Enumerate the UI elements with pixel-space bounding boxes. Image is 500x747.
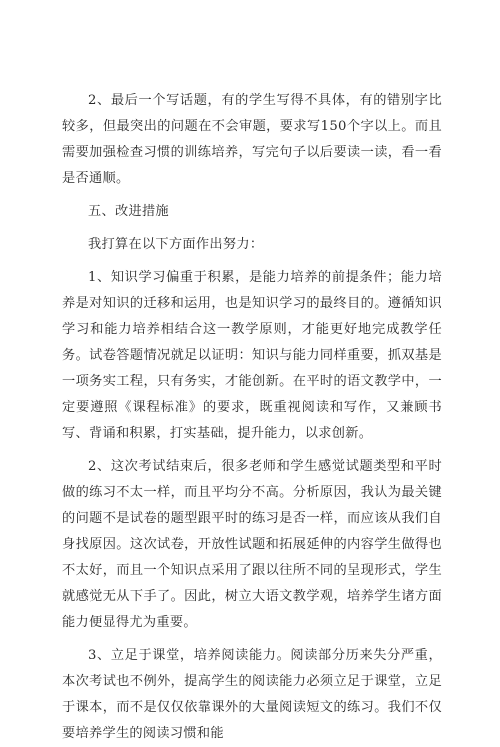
paragraph-intro-plan: 我打算在以下方面作出努力： <box>88 237 264 252</box>
paragraph-measure-1: 1、知识学习偏重于积累，是能力培养的前提条件；能力培养是对知识的迁移和运用，也是知识学习的最终目的。遵循知识学习和能力培养相结合这一教学原则，才能更好地完成教学任务。试卷答题情况就足以证明：知识与能力同样重要，抓双基是一项务实工程，只有务实，才能创新。在平时的语文教学中，一定要遵照《课程标准》的要求，既重视阅读和写作，又兼顾书写、背诵和积累，打实基础，提升能力，以求创新。 <box>62 270 442 441</box>
paragraph-measure-2: 2、这次考试结束后，很多老师和学生感觉试题类型和平时做的练习不太一样，而且平均分不高。分析原因，我认为最关键的问题不是试卷的题型跟平时的练习是否一样，而应该从我们自身找原因。这次试卷，开放性试题和拓展延伸的内容学生做得也不太好，而且一个知识点采用了跟以往所不同的呈现形式，学生就感觉无从下手了。因此，树立大语文教学观，培养学生诸方面能力便显得尤为重要。 <box>62 459 442 630</box>
paragraph-writing-task-analysis: 2、最后一个写话题，有的学生写得不具体，有的错别字比较多，但最突出的问题在不会审题，要求写150个字以上。而且需要加强检查习惯的训练培养，写完句子以后要读一读，看一看是否通顺。 <box>62 93 442 186</box>
document-body <box>62 88 442 747</box>
paragraph-measure-3: 3、立足于课堂，培养阅读能力。阅读部分历来失分严重，本次考试也不例外，提高学生的阅读能力必须立足于课堂，立足于课本，而不是仅仅依靠课外的大量阅读短文的练习。我们不仅要培养学生的阅读习惯和能 <box>62 648 442 741</box>
section-heading-improvement-measures: 五、改进措施 <box>88 204 169 219</box>
